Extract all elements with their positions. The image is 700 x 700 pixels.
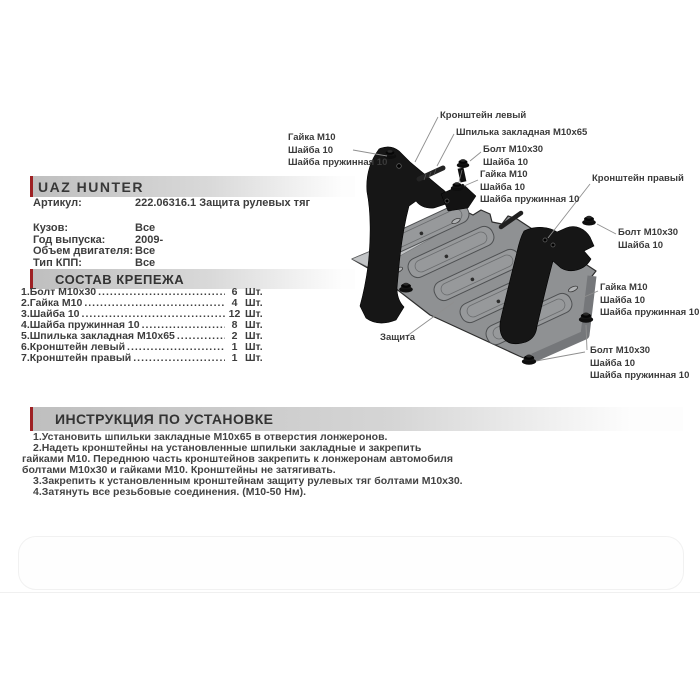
dot-leader: [98, 287, 225, 298]
instruction-line: гайками М10. Переднюю часть кронштейнов закрепить к лонжеронам автомобиля: [22, 453, 453, 465]
label-line: Шайба пружинная 10: [590, 370, 690, 381]
diagram-label-bolt-top: [483, 144, 543, 169]
instruction-line: 2.Надеть кронштейны на установленные шпильки закладные и закрепить: [33, 442, 422, 454]
divider: [0, 592, 700, 593]
fastener-unit: Шт.: [245, 330, 263, 342]
section-title: СОСТАВ КРЕПЕЖА: [55, 271, 185, 287]
field-value: 222.06316.1 Защита рулевых тяг: [135, 197, 311, 209]
left-bracket-hole: [397, 164, 402, 169]
fastener-unit: Шт.: [245, 286, 263, 298]
label-line: Шайба пружинная 10: [480, 194, 580, 205]
diagram-label-bracket-right: [592, 173, 684, 186]
fastener-name: 1.Болт М10х30: [21, 286, 97, 298]
diagram-label-nut-mid: [480, 169, 579, 207]
fastener-qty: 6: [231, 286, 238, 298]
fastener-name: 2.Гайка М10: [21, 297, 83, 309]
label-line: Гайка М10: [480, 169, 528, 180]
left-bracket-tab-hole: [445, 199, 449, 203]
label-line: Гайка М10: [600, 282, 648, 293]
card-edge: [18, 536, 684, 590]
bolt-icon: [457, 159, 469, 168]
label-line: Шайба 10: [600, 294, 646, 306]
instruction-line: болтами М10х30 и гайками М10. Кронштейны не затягивать.: [22, 464, 336, 476]
label-line: Гайка М10: [288, 132, 336, 143]
diagram-label-stud: [456, 127, 587, 140]
diagram-label-nut-left: [288, 132, 387, 170]
fastener-qty: 1: [231, 352, 238, 364]
dot-leader: [177, 331, 225, 342]
dot-leader: [127, 342, 225, 353]
label-line: Шайба 10: [288, 144, 334, 156]
label-line: Кронштейн левый: [440, 110, 527, 121]
field-label: Тип КПП:: [33, 256, 82, 269]
instruction-line: 1.Установить шпильки закладные М10х65 в отверстия лонжеронов.: [33, 431, 388, 443]
diagram-label-plate: [380, 332, 415, 345]
field-value: Все: [135, 222, 156, 234]
label-line: Болт М10х30: [618, 227, 679, 238]
nut-icon: [451, 182, 463, 191]
fastener-name: 3.Шайба 10: [21, 308, 80, 320]
installation-instructions: [22, 432, 662, 498]
bolt-icon: [582, 216, 596, 226]
label-line: Болт М10х30: [483, 144, 544, 155]
fastener-unit: Шт.: [245, 341, 263, 353]
diagram-label-bolt-right: [618, 227, 678, 252]
fastener-name: 4.Шайба пружинная 10: [21, 319, 140, 331]
diagram-label-bolt-bottom: [590, 345, 689, 383]
section-title: ИНСТРУКЦИЯ ПО УСТАНОВКЕ: [55, 411, 274, 427]
field-value: Все: [135, 256, 156, 269]
diagram-label-nut-right: [600, 282, 699, 320]
label-line: Шайба пружинная 10: [288, 157, 388, 168]
fastener-unit: Шт.: [245, 297, 263, 309]
fastener-unit: Шт.: [245, 319, 263, 331]
field-label: Объем двигателя:: [33, 245, 134, 257]
diagram-label-bracket-left: [440, 110, 526, 123]
field-label: Артикул:: [33, 197, 82, 209]
label-line: Защита: [380, 332, 416, 343]
label-line: Шайба 10: [618, 239, 664, 251]
label-line: Шайба пружинная 10: [600, 307, 700, 318]
fastener-qty: 12: [228, 308, 241, 320]
fastener-qty: 4: [231, 297, 238, 309]
label-line: Кронштейн правый: [592, 173, 684, 184]
right-bracket-hole: [551, 243, 555, 247]
fastener-qty: 1: [231, 341, 238, 353]
fastener-qty: 8: [231, 319, 238, 331]
label-line: Шайба 10: [480, 181, 526, 193]
label-line: Шпилька закладная М10х65: [456, 127, 588, 138]
fasteners-list: [21, 287, 267, 364]
right-bracket-hole: [543, 238, 547, 242]
fastener-name: 7.Кронштейн правый: [21, 352, 132, 364]
field-label: Кузов:: [33, 222, 69, 234]
instruction-line: 3.Закрепить к установленным кронштейнам защиту рулевых тяг болтами М10х30.: [33, 475, 463, 487]
dot-leader: [84, 298, 225, 309]
dot-leader: [133, 353, 225, 364]
fastener-row: [21, 353, 267, 364]
field-value: 2009-: [135, 233, 164, 246]
fastener-qty: 2: [231, 330, 238, 342]
instruction-line: 4.Затянуть все резьбовые соединения. (М10-50 Нм).: [33, 486, 306, 498]
bolt-stand: [458, 168, 467, 183]
page-title: UAZ HUNTER: [38, 178, 144, 195]
fastener-unit: Шт.: [245, 308, 263, 320]
instructions-header: [30, 407, 683, 431]
label-line: Шайба 10: [483, 156, 529, 168]
fastener-unit: Шт.: [245, 352, 263, 364]
field-label: Год выпуска:: [33, 233, 106, 246]
fastener-name: 5.Шпилька закладная М10х65: [21, 330, 175, 342]
label-line: Болт М10х30: [590, 345, 651, 356]
field-value: Все: [135, 245, 156, 257]
label-line: Шайба 10: [590, 357, 636, 369]
fastener-name: 6.Кронштейн левый: [21, 341, 126, 353]
